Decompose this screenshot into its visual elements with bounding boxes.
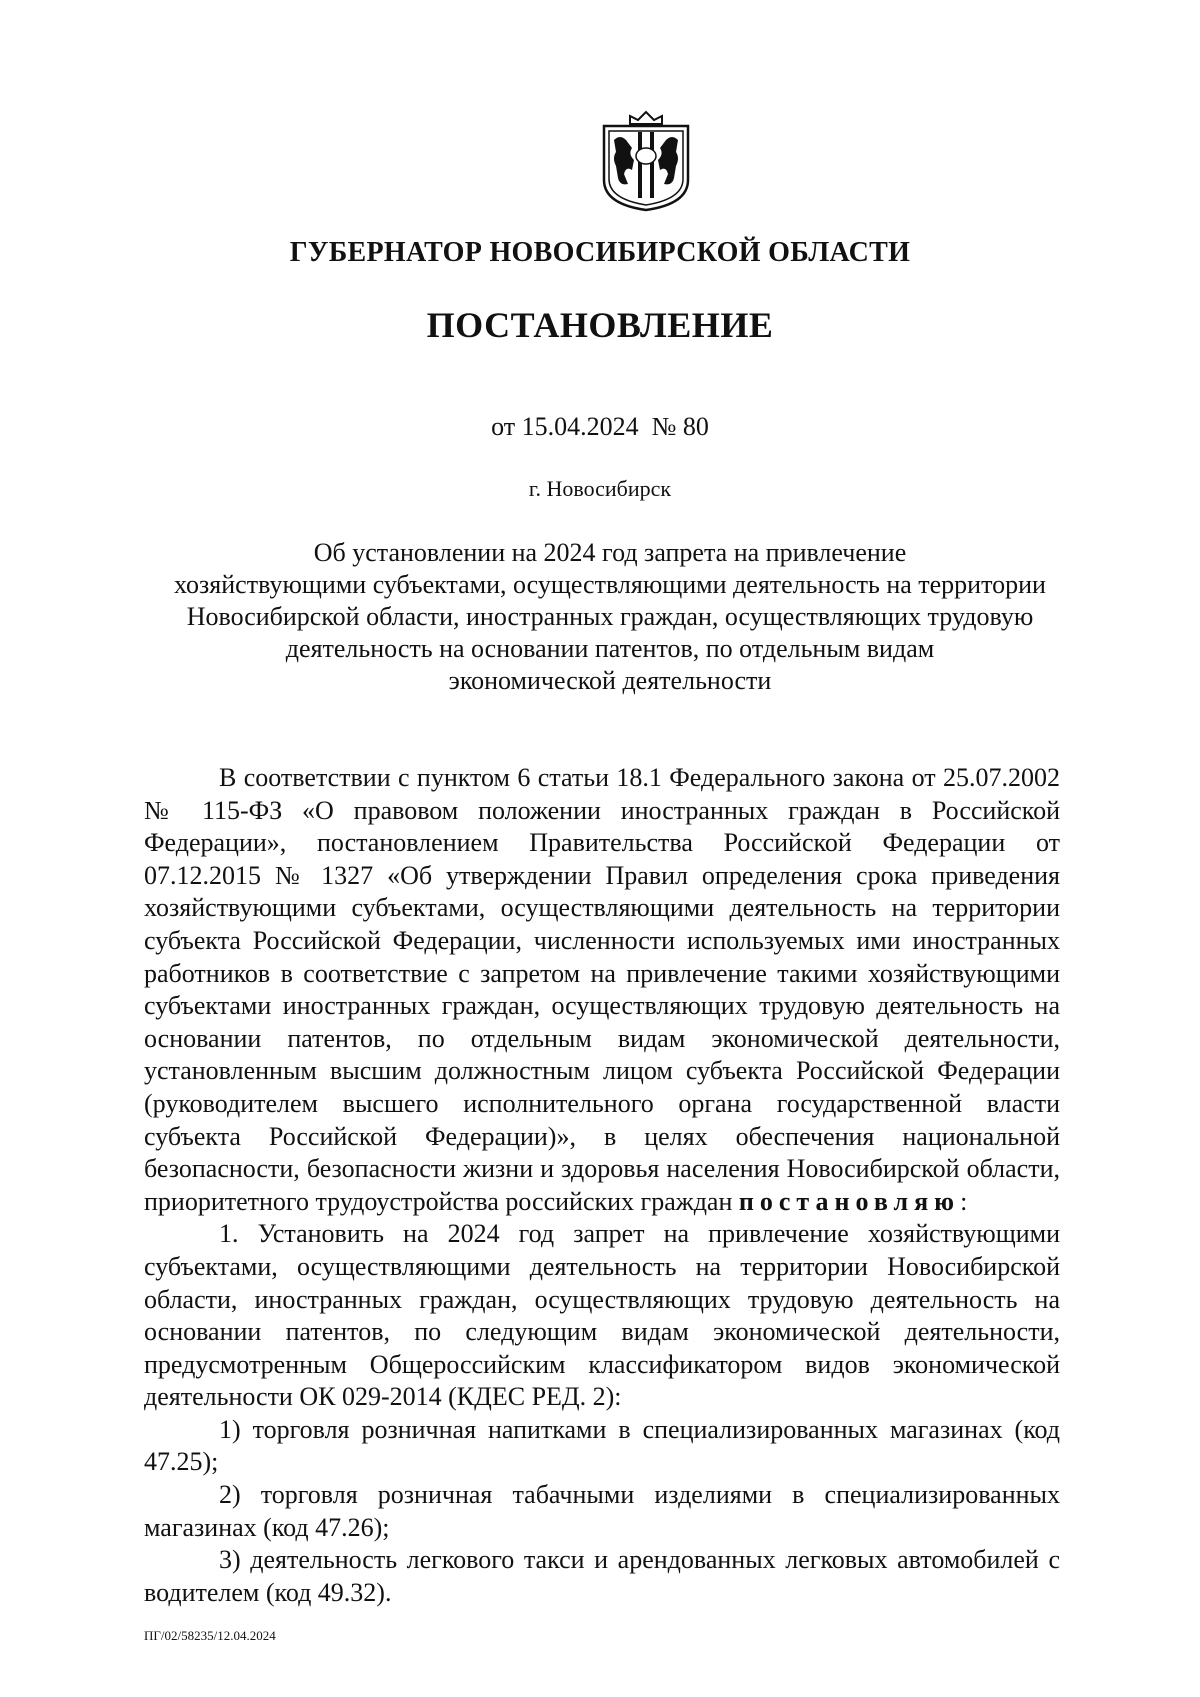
subject-line: Об установлении на 2024 год запрета на привлечение [313, 538, 907, 567]
date-and-number [0, 412, 1200, 442]
document-number: № 80 [651, 412, 709, 441]
subject-line: экономической деятельности [448, 666, 772, 695]
preamble-text: В соответствии с пунктом 6 статьи 18.1 Федерального закона от 25.07.2002 № 115-ФЗ «О правовом положении иностранных граждан в Российской Федерации», постановлением Правительства Российской Федерации от 07.12.2015 № 1327 «Об утверждении Правил определения срока приведения хозяйствующими субъектами, осуществляющими деятельность на территории субъекта Российской Федерации, численности используемых ими иностранных работников в соответствие с запретом на привлечение такими хозяйствующими субъектами иностранных граждан, осуществляющих трудовую деятельность на основании патентов, по отдельным видам экономической деятельности, установленным высшим должностным лицом субъекта Российской Федерации (руководителем высшего исполнительного органа государственной власти субъекта Российской Федерации)», в целях обеспечения национальной безопасности, безопасности жизни и здоровья населения Новосибирской области, приоритетного трудоустройства российских граждан [144, 763, 1060, 1216]
decree-word: постановляю [738, 1186, 961, 1216]
preamble-paragraph [144, 762, 1060, 1218]
subitem-3-paragraph: 3) деятельность легкового такси и арендованных легковых автомобилей с водителем (код 49.32). [144, 1545, 1060, 1607]
footer-registration-code: ПГ/02/58235/12.04.2024 [144, 1628, 276, 1643]
document-subject [150, 537, 1070, 697]
city: г. Новосибирск [528, 476, 672, 501]
subitem-1-paragraph: 1) торговля розничная напитками в специализированных магазинах (код 47.25); [144, 1414, 1060, 1477]
subject-line: Новосибирской области, иностранных граждан, осуществляющих трудовую [186, 602, 1034, 631]
document-date: 15.04.2024 [521, 412, 639, 441]
item-1-paragraph: 1. Установить на 2024 год запрет на привлечение хозяйствующими субъектами, осуществляющими деятельность на территории Новосибирской области, иностранных граждан, осуществляющих трудовую деятельность на основании патентов, по следующим видам экономической деятельности, предусмотренным Общероссийским классификатором видов экономической деятельности ОК 029-2014 (КДЕС РЕД. 2): [144, 1219, 1060, 1412]
document-body [144, 762, 1060, 1609]
subject-line: хозяйствующими субъектами, осуществляющими деятельность на территории [174, 570, 1046, 599]
date-prefix: от [491, 412, 522, 441]
coat-of-arms-icon [598, 110, 694, 212]
issuing-authority: ГУБЕРНАТОР НОВОСИБИРСКОЙ ОБЛАСТИ [289, 237, 911, 268]
subitem-2-paragraph: 2) торговля розничная табачными изделиями в специализированных магазинах (код 47.26); [144, 1480, 1060, 1542]
decree-colon: : [960, 1186, 968, 1216]
document-type-title: ПОСТАНОВЛЕНИЕ [426, 305, 774, 345]
subject-line: деятельность на основании патентов, по отдельным видам [285, 634, 935, 663]
